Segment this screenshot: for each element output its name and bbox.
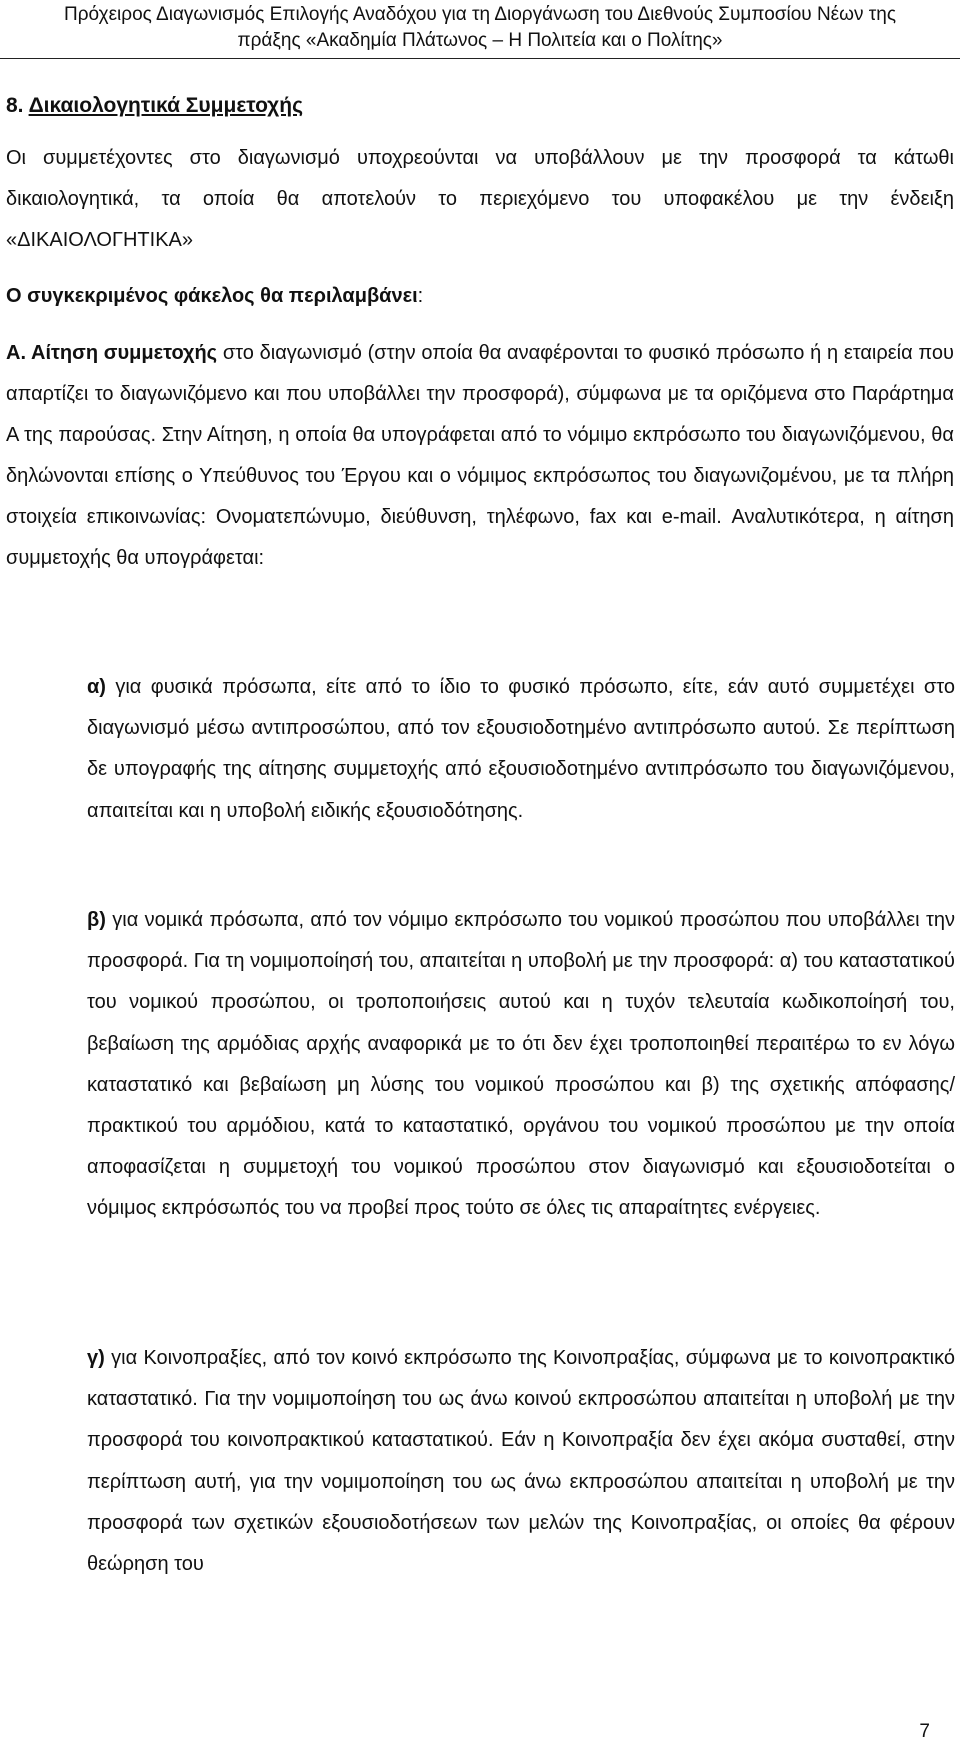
sub-item-alpha [87,667,955,832]
sub-item-gamma-marker: γ) [87,1347,105,1369]
section-title: Δικαιολογητικά Συμμετοχής [28,94,303,117]
item-a-heading: Α. Αίτηση συμμετοχής [6,342,218,364]
item-a-paragraph [6,333,954,579]
sub-item-beta-marker: β) [87,909,106,931]
sub-item-alpha-marker: α) [87,676,106,698]
intro-paragraph: Οι συμμετέχοντες στο διαγωνισμό υποχρεούνται να υποβάλλουν με την προσφορά τα κάτωθι δικαιολογητικά, τα οποία θα αποτελούν το περιεχόμενο του υποφακέλου με την ένδειξη «ΔΙΚΑΙΟΛΟΓΗΤΙΚΑ» [6,147,954,251]
header-line-2: πράξης «Ακαδημία Πλάτωνος – Η Πολιτεία και ο Πολίτης» [237,30,723,51]
sub-item-gamma-text: για Κοινοπραξίες, από τον κοινό εκπρόσωπο της Κοινοπραξίας, σύμφωνα με το κοινοπρακτικό καταστατικό. Για την νομιμοποίηση του ως άνω κοινού εκπροσώπου απαιτείται η υποβολή με την προσφορά του κοινοπρακτικού καταστατικού. Εάν η Κοινοπραξία δεν έχει ακόμα συσταθεί, στην περίπτωση αυτή, για την νομιμοποίηση του ως άνω εκπροσώπου απαιτείται η υποβολή με την προσφορά των σχετικών εξουσιοδοτήσεων των μελών της Κοινοπραξίας, οι οποίες θα φέρουν θεώρηση του [87,1347,955,1576]
sub-item-beta-text: για νομικά πρόσωπα, από τον νόμιμο εκπρόσωπο του νομικού προσώπου που υποβάλλει την προσφορά. Για τη νομιμοποίησή του, απαιτείται η υποβολή με την προσφορά: α) του καταστατικού του νομικού προσώπου, οι τροποποιήσεις αυτού και η τυχόν τελευταία κωδικοποίησή του, βεβαίωση της αρμόδιας αρχής αναφορικά με το ότι δεν έχει τροποποιηθεί περαιτέρω το εν λόγω καταστατικό και βεβαίωση μη λύσης του νομικού προσώπου και β) της σχετικής απόφασης/ πρακτικού του αρμόδιου, κατά το καταστατικό, οργάνου του νομικού προσώπου με την οποία αποφασίζεται η συμμετοχή του νομικού προσώπου στον διαγωνισμό και εξουσιοδοτείται ο νόμιμος εκπρόσωπός του να προβεί προς τούτο σε όλες τις απαραίτητες ενέργειες. [87,909,955,1220]
sub-item-beta [87,900,955,1230]
header-divider [0,58,960,59]
page-header [0,0,960,54]
page-number: 7 [919,1721,930,1742]
item-a-text: στο διαγωνισμό (στην οποία θα αναφέρονται το φυσικό πρόσωπο ή η εταιρεία που απαρτίζει το διαγωνιζόμενο και που υποβάλλει την προσφορά), σύμφωνα με τα οριζόμενα στο Παράρτημα Α της παρούσας. Στην Αίτηση, η οποία θα υπογράφεται από το νόμιμο εκπρόσωπο του διαγωνιζόμενου, θα δηλώνονται επίσης ο Υπεύθυνος του Έργου και ο νόμιμος εκπρόσωπος του διαγωνιζομένου, με τα πλήρη στοιχεία επικοινωνίας: Ονοματεπώνυμο, διεύθυνση, τηλέφωνο, fax και e-mail. Αναλυτικότερα, η αίτηση συμμετοχής θα υπογράφεται: [6,342,954,569]
sub-item-gamma [87,1338,955,1585]
lead-suffix: : [417,285,424,307]
header-line-1: Πρόχειρος Διαγωνισμός Επιλογής Αναδόχου για τη Διοργάνωση του Διεθνούς Συμποσίου Νέων της [64,4,896,25]
sub-item-alpha-text: για φυσικά πρόσωπα, είτε από το ίδιο το φυσικό πρόσωπο, είτε, εάν αυτό συμμετέχει στο διαγωνισμό μέσω αντιπροσώπου, από τον εξουσιοδοτημένο αντιπρόσωπο αυτού. Σε περίπτωση δε υπογραφής της αίτησης συμμετοχής από εξουσιοδοτημένο αντιπρόσωπο του διαγωνιζόμενου, απαιτείται και η υποβολή ειδικής εξουσιοδότησης. [87,676,955,822]
section-number: 8. [6,94,24,117]
section-heading [6,92,946,120]
lead-paragraph [6,282,946,310]
lead-bold-text: Ο συγκεκριμένος φάκελος θα περιλαμβάνει [6,285,418,307]
